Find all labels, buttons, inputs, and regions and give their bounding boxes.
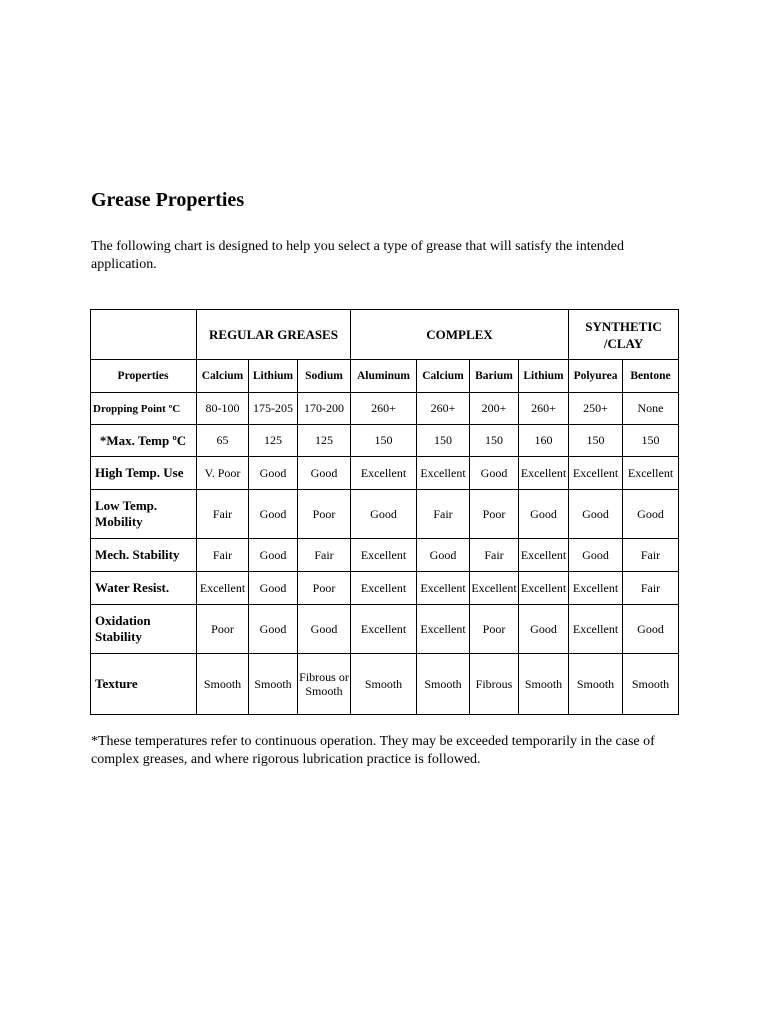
table-cell: Good [623, 605, 679, 654]
table-cell: Excellent [417, 457, 470, 490]
table-cell: Poor [298, 572, 351, 605]
table-cell: Fair [197, 490, 249, 539]
group-complex: COMPLEX [351, 310, 569, 360]
table-cell: 65 [197, 425, 249, 457]
column-header: Aluminum [351, 360, 417, 393]
intro-paragraph: The following chart is designed to help you select a type of grease that will satisfy the intended application. [91, 239, 625, 272]
table-cell: Fair [298, 539, 351, 572]
table-cell: 150 [351, 425, 417, 457]
table-cell: 260+ [417, 393, 470, 425]
table-cell: Poor [298, 490, 351, 539]
group-header-row [91, 310, 679, 360]
table-cell: V. Poor [197, 457, 249, 490]
table-cell: 160 [519, 425, 569, 457]
table-cell: Good [249, 605, 298, 654]
properties-header: Properties [91, 360, 197, 393]
row-label: Mech. Stability [91, 539, 197, 572]
table-cell: 150 [470, 425, 519, 457]
table-cell: Fibrous or Smooth [298, 654, 351, 715]
column-header: Sodium [298, 360, 351, 393]
column-header: Calcium [417, 360, 470, 393]
table-cell: Excellent [519, 572, 569, 605]
table-cell: 200+ [470, 393, 519, 425]
row-label: High Temp. Use [91, 457, 197, 490]
column-header-row [91, 360, 679, 393]
header-empty-cell [91, 310, 197, 360]
table-cell: Excellent [417, 605, 470, 654]
table-cell: 80-100 [197, 393, 249, 425]
table-cell: Smooth [569, 654, 623, 715]
table-cell: Fair [417, 490, 470, 539]
row-label: Oxidation Stability [91, 605, 197, 654]
row-label: Texture [91, 654, 197, 715]
table-cell: Excellent [470, 572, 519, 605]
table-cell: Smooth [519, 654, 569, 715]
table-cell: Good [623, 490, 679, 539]
table-cell: Good [519, 490, 569, 539]
table-cell: Excellent [569, 572, 623, 605]
table-cell: Fair [623, 572, 679, 605]
table-cell: Good [249, 490, 298, 539]
column-header: Lithium [249, 360, 298, 393]
table-cell: Excellent [417, 572, 470, 605]
table-cell: 125 [249, 425, 298, 457]
table-cell: Smooth [623, 654, 679, 715]
table-cell: Good [417, 539, 470, 572]
table-cell: Excellent [569, 605, 623, 654]
table-cell: Excellent [351, 457, 417, 490]
table-cell: Good [519, 605, 569, 654]
table-cell: 150 [569, 425, 623, 457]
table-row [91, 393, 679, 425]
table-row [91, 654, 679, 715]
table-row [91, 572, 679, 605]
table-cell: 250+ [569, 393, 623, 425]
table-cell: Good [249, 572, 298, 605]
page-title: Grease Properties [91, 189, 245, 211]
table-cell: Good [569, 490, 623, 539]
table-cell: Good [249, 539, 298, 572]
footnote: *These temperatures refer to continuous operation. They may be exceeded temporarily in the case of complex greases, and where rigorous lubrication practice is followed. [91, 734, 655, 767]
table-cell: Good [351, 490, 417, 539]
row-label: Dropping Point ºC [91, 393, 197, 425]
table-cell: Smooth [351, 654, 417, 715]
table-cell: Good [298, 457, 351, 490]
table-cell: Excellent [197, 572, 249, 605]
column-header: Bentone [623, 360, 679, 393]
table-cell: Excellent [351, 605, 417, 654]
table-cell: 175-205 [249, 393, 298, 425]
table-cell: Poor [470, 490, 519, 539]
table-cell: Fair [623, 539, 679, 572]
table-cell: Poor [197, 605, 249, 654]
column-header: Lithium [519, 360, 569, 393]
table-cell: Excellent [623, 457, 679, 490]
table-cell: Excellent [351, 572, 417, 605]
table-cell: None [623, 393, 679, 425]
row-label: Low Temp. Mobility [91, 490, 197, 539]
table-cell: Fair [197, 539, 249, 572]
table-row [91, 490, 679, 539]
column-header: Barium [470, 360, 519, 393]
table-cell: Fair [470, 539, 519, 572]
table-cell: Smooth [197, 654, 249, 715]
group-synthetic-clay: SYNTHETIC /CLAY [569, 310, 679, 360]
table-cell: 150 [623, 425, 679, 457]
column-header: Polyurea [569, 360, 623, 393]
table-row [91, 425, 679, 457]
grease-properties-table [90, 309, 679, 715]
table-cell: 125 [298, 425, 351, 457]
table-cell: Excellent [351, 539, 417, 572]
table-cell: Excellent [519, 539, 569, 572]
table-cell: 260+ [519, 393, 569, 425]
row-label: *Max. Temp ºC [91, 425, 197, 457]
table-cell: 170-200 [298, 393, 351, 425]
table-cell: 260+ [351, 393, 417, 425]
table-cell: Good [569, 539, 623, 572]
table-cell: Fibrous [470, 654, 519, 715]
table-cell: Smooth [249, 654, 298, 715]
column-header: Calcium [197, 360, 249, 393]
table-cell: Good [298, 605, 351, 654]
table-cell: Excellent [569, 457, 623, 490]
table-cell: 150 [417, 425, 470, 457]
table-cell: Excellent [519, 457, 569, 490]
group-regular-greases: REGULAR GREASES [197, 310, 351, 360]
table-cell: Poor [470, 605, 519, 654]
table-cell: Good [470, 457, 519, 490]
table-row [91, 605, 679, 654]
row-label: Water Resist. [91, 572, 197, 605]
table-cell: Good [249, 457, 298, 490]
table-row [91, 457, 679, 490]
table-cell: Smooth [417, 654, 470, 715]
table-row [91, 539, 679, 572]
